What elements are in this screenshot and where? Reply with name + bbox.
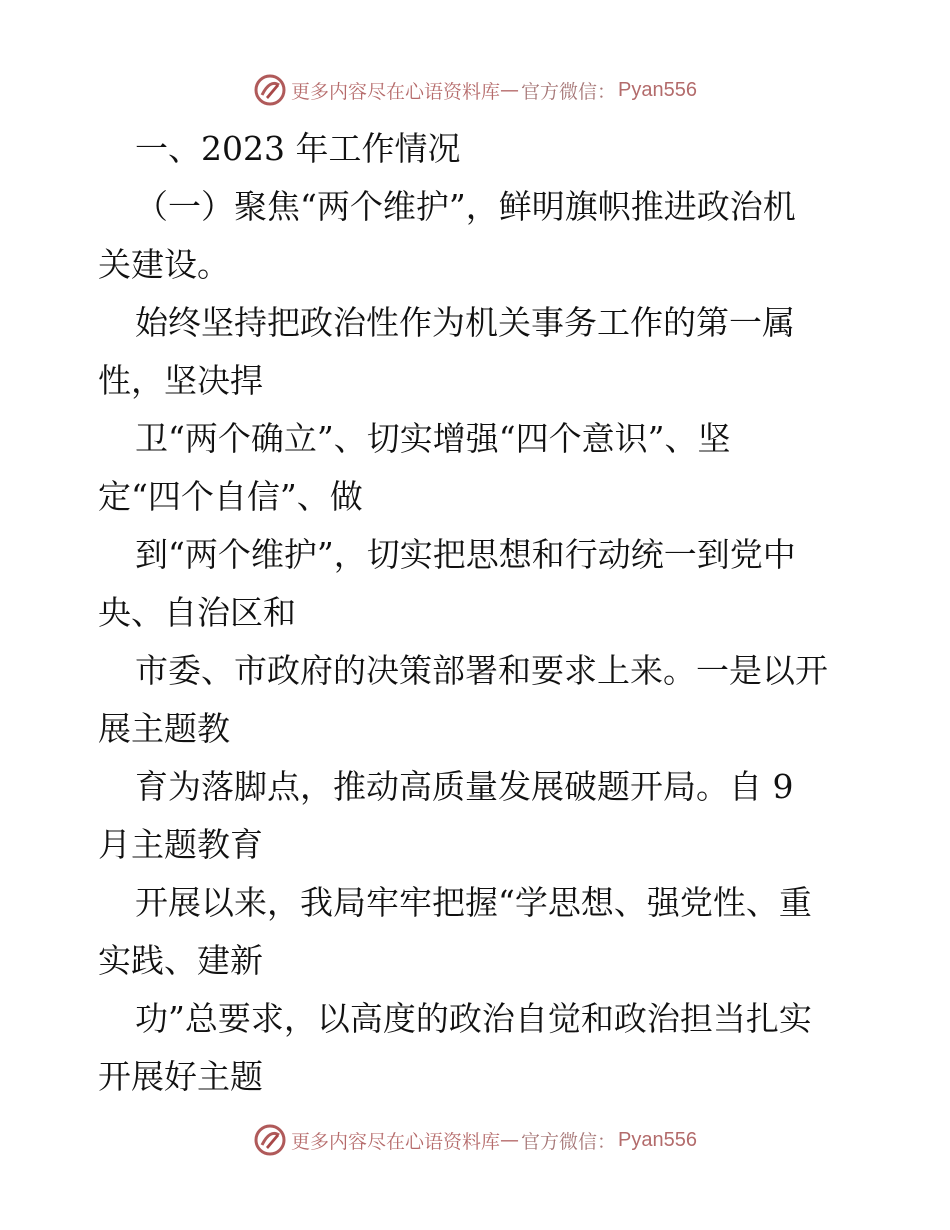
paragraph-line: 始终坚持把政治性作为机关事务工作的第一属 bbox=[135, 303, 795, 342]
paragraph-line: 育为落脚点，推动高质量发展破题开局。自 9 bbox=[135, 767, 794, 806]
document-body bbox=[98, 120, 858, 1106]
header-site-text: 更多内容尽在心语资料库 bbox=[291, 80, 501, 103]
footer-separator: — bbox=[500, 1129, 520, 1151]
subsection-heading: （一）聚焦“两个维护”，鲜明旗帜推进政治机 bbox=[135, 187, 796, 226]
paragraph-line: 开展以来，我局牢牢把握“学思想、强党性、重 bbox=[135, 883, 812, 922]
pen-swirl-logo-icon bbox=[253, 1123, 287, 1157]
footer-banner bbox=[0, 1120, 950, 1160]
header-wechat-id: Pyan556 bbox=[618, 78, 697, 101]
footer-site-text: 更多内容尽在心语资料库 bbox=[291, 1130, 501, 1153]
footer-wechat-label: 官方微信： bbox=[521, 1130, 617, 1153]
header-wechat-label: 官方微信： bbox=[521, 80, 617, 103]
pen-swirl-logo-icon bbox=[253, 73, 287, 107]
paragraph-line: 开展好主题 bbox=[98, 1057, 263, 1096]
paragraph-line: 性，坚决捍 bbox=[98, 361, 263, 400]
header-separator: — bbox=[500, 79, 520, 101]
section-heading: 一、2023 年工作情况 bbox=[135, 129, 461, 168]
paragraph-line: 卫“两个确立”、切实增强“四个意识”、坚 bbox=[135, 419, 731, 458]
paragraph-line: 市委、市政府的决策部署和要求上来。一是以开 bbox=[135, 651, 828, 690]
paragraph-line: 功”总要求，以高度的政治自觉和政治担当扎实 bbox=[135, 999, 812, 1038]
paragraph-line: 关建设。 bbox=[98, 245, 230, 284]
footer-wechat-id: Pyan556 bbox=[618, 1128, 697, 1151]
paragraph-line: 到“两个维护”，切实把思想和行动统一到党中 bbox=[135, 535, 796, 574]
paragraph-line: 月主题教育 bbox=[98, 825, 263, 864]
paragraph-line: 定“四个自信”、做 bbox=[98, 477, 363, 516]
paragraph-line: 央、自治区和 bbox=[98, 593, 296, 632]
paragraph-line: 实践、建新 bbox=[98, 941, 263, 980]
paragraph-line: 展主题教 bbox=[98, 709, 230, 748]
header-banner bbox=[0, 70, 950, 110]
